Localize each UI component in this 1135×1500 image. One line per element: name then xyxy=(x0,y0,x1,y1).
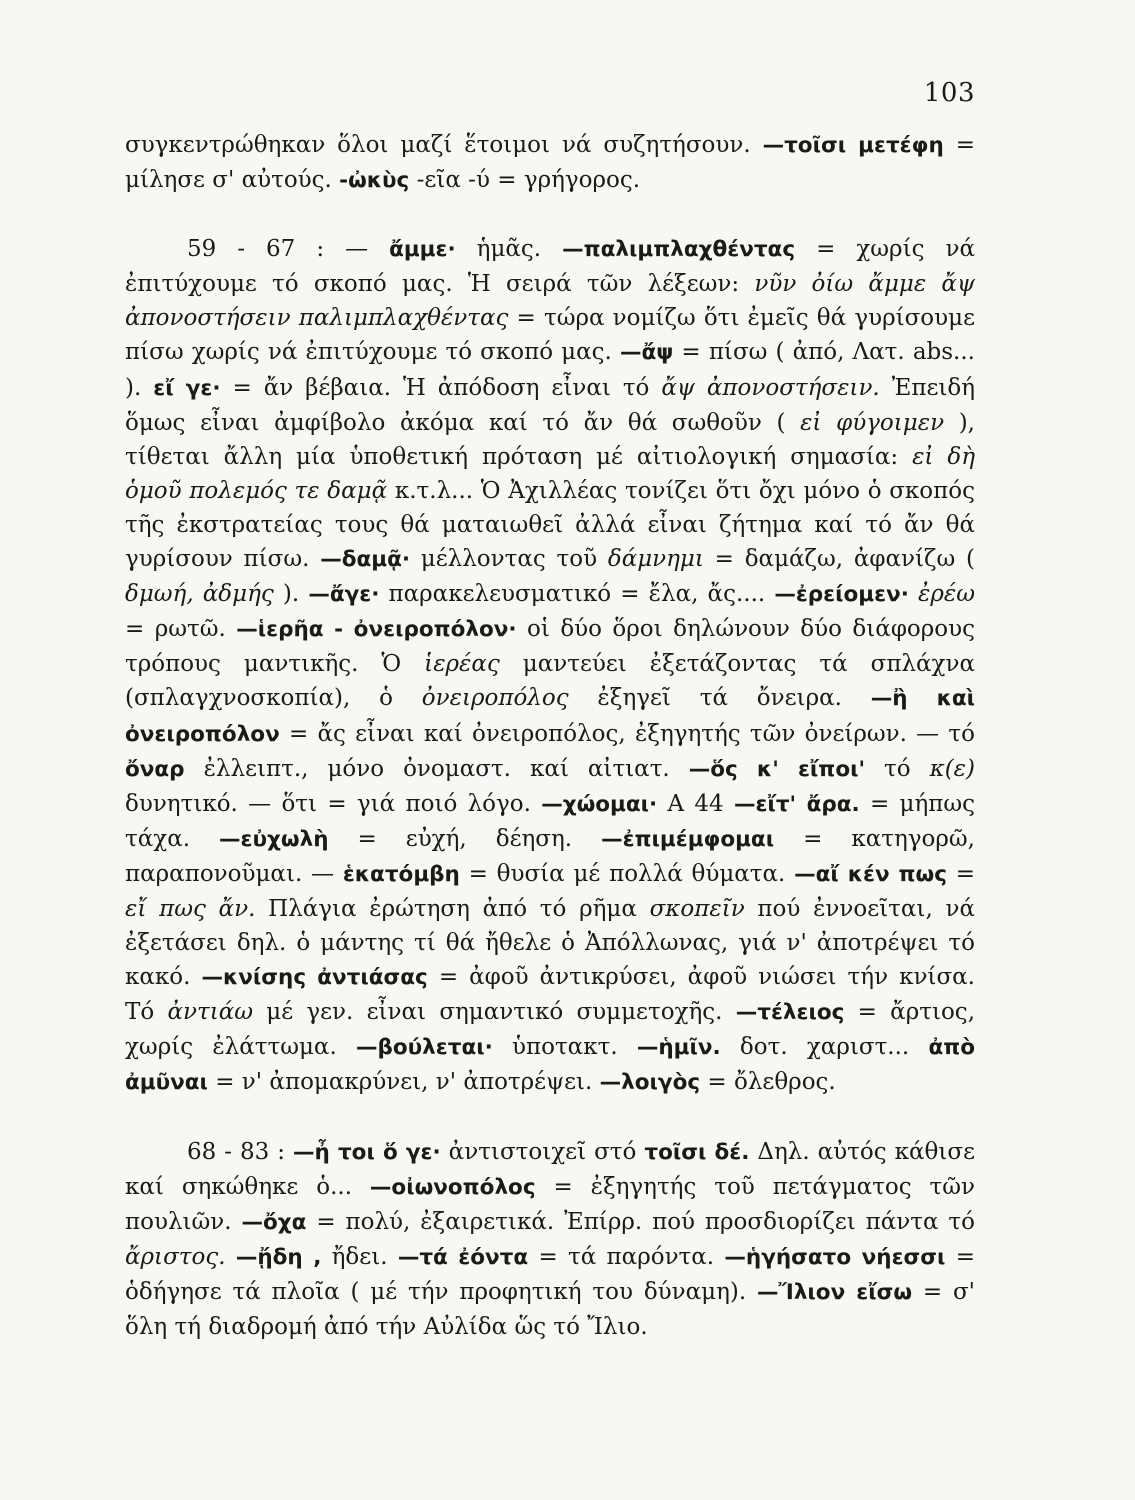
lemma: —ὄχα xyxy=(241,1209,307,1235)
lemma: —παλιμπλαχθέντας xyxy=(562,237,796,263)
italic-term: εἴ πως ἄν. xyxy=(125,895,256,922)
text-run xyxy=(226,1244,236,1270)
text-run: δοτ. χαριστ... xyxy=(720,1034,929,1061)
text-run: = τώρα νομίζω ὅτι ἐμεῖς θά γυρίσουμε πίσω χωρίς νά ἐπιτύχουμε τό σκοπό μας. xyxy=(125,305,975,366)
lemma: —εὐχωλὴ xyxy=(219,826,329,852)
text-run: Δηλ. αὐτός κάθισε καί σηκώθηκε ὁ... xyxy=(125,1138,975,1200)
lemma: ἄμμε· xyxy=(389,237,456,263)
text-run: = πολύ, ἐξαιρετικά. Ἐπίρρ. πού προσδιορίζει πάντα τό xyxy=(306,1208,975,1235)
text-run: ἤδει. xyxy=(321,1243,398,1270)
italic-term: ἐρέω xyxy=(918,581,976,608)
lemma: —χώομαι· xyxy=(541,791,658,817)
lemma: —ἱερῆα - ὀνειροπόλον· xyxy=(236,617,517,643)
text-run: ἐλλειπτ., μόνο ὀνομαστ. καί αἰτιατ. xyxy=(184,755,689,782)
text-run: μέλλοντας τοῦ xyxy=(410,546,608,573)
text-run: = ὁδήγησε τά πλοῖα ( μέ τήν προφητική του δύναμη). xyxy=(125,1243,975,1305)
italic-term: σκοπεῖν xyxy=(649,895,745,922)
lemma: —ἦ τοι ὅ γε· xyxy=(293,1139,441,1165)
lemma: —ᾔδη , xyxy=(235,1244,322,1270)
italic-term: ἀντιάω xyxy=(167,999,253,1026)
lemma: —ἢ καὶ ὀνειροπόλον xyxy=(125,686,975,747)
italic-term: δμωή, ἀδμής xyxy=(125,581,274,608)
text-run: μέ γεν. εἶναι σημαντικό συμμετοχῆς. xyxy=(253,999,736,1026)
lemma: —οἰωνοπόλος xyxy=(369,1174,536,1200)
text-run: = ἄς εἶναι καί ὀνειροπόλος, ἐξηγητής τῶν ὀνείρων. — τό xyxy=(279,720,975,747)
text-run: 68 - 83 : xyxy=(187,1138,293,1165)
italic-term: ἱερέας xyxy=(424,651,500,678)
commentary-text xyxy=(125,128,975,1344)
page-number: 103 xyxy=(923,78,975,108)
lemma: —ἄψ xyxy=(619,340,674,366)
text-run: = ἀφοῦ ἀντικρύσει, ἀφοῦ νιώσει τήν κνίσα. Τό xyxy=(125,964,975,1026)
text-run: = δαμάζω, ἀφανίζω ( xyxy=(703,546,975,573)
text-run: ). xyxy=(273,581,309,608)
lemma: —εἴτ' ἄρα. xyxy=(733,791,860,817)
lemma: τοῖσι δέ. xyxy=(644,1139,750,1165)
text-run: 59 - 67 : — xyxy=(187,236,390,263)
lemma: —Ἴλιον εἴσω xyxy=(757,1279,913,1305)
text-run: = ὄλεθρος. xyxy=(700,1069,836,1096)
text-run: ἐξηγεῖ τά ὄνειρα. xyxy=(568,685,871,712)
text-run: τό xyxy=(865,755,930,782)
lemma: —τά ἐόντα xyxy=(397,1244,529,1270)
lemma: —αἴ κέν πως xyxy=(794,861,947,887)
paragraph-68-83 xyxy=(125,1135,975,1345)
text-run: = πίσω ( ἀπό, Λατ. abs... ). xyxy=(125,339,975,401)
text-run: ἀντιστοιχεῖ στό xyxy=(440,1138,645,1165)
paragraph-intro xyxy=(125,128,975,198)
text-run: -εῖα -ύ = γρήγορος. xyxy=(409,167,641,194)
text-run: συγκεντρώθηκαν ὅλοι μαζί ἕτοιμοι νά συζητήσουν. xyxy=(125,132,763,158)
text-run: = μίλησε σ' αὐτούς. xyxy=(125,132,975,194)
lemma: —ἡμῖν. xyxy=(636,1035,721,1061)
text-run: = μήπως τάχα. xyxy=(125,790,976,852)
lemma: —ὅς κ' εἴποι' xyxy=(688,756,866,782)
text-run: οἱ δύο ὅροι δηλώνουν δύο διάφορους τρόπους μαντικῆς. Ὁ xyxy=(125,616,975,678)
text-run: μαντεύει ἐξετάζοντας τά σπλάχνα (σπλαγχνοσκοπία), ὁ xyxy=(125,651,975,712)
lemma: —δαμᾷ· xyxy=(320,547,411,573)
lemma: —ἡγήσατο νήεσσι xyxy=(724,1244,946,1270)
text-run xyxy=(909,581,918,607)
text-run: κ.τ.λ... Ὁ Ἀχιλλέας τονίζει ὅτι ὄχι μόνο ὁ σκοπός τῆς ἐκστρατείας τους θά ματαιωθεῖ ἀλλά εἶναι ζήτημα καί τό ἄν θά γυρίσουν πίσω. xyxy=(125,477,975,573)
text-run: = ἄρτιος, χωρίς ἐλάττωμα. xyxy=(125,999,975,1061)
text-run: = σ' ὅλη τή διαδρομή ἀπό τήν Αὐλίδα ὥς τό Ἴλιο. xyxy=(125,1278,975,1340)
text-run: = xyxy=(946,860,975,887)
lemma: —λοιγὸς xyxy=(599,1070,701,1096)
text-run: ἡμᾶς. xyxy=(455,236,563,263)
text-run: = κατηγορῶ, παραπονοῦμαι. — xyxy=(125,825,975,887)
lemma: ὄναρ xyxy=(125,756,185,782)
lemma: —ἐρείομεν· xyxy=(774,582,909,608)
lemma: -ὠκὺς xyxy=(339,168,410,194)
text-run: ὑποτακτ. xyxy=(492,1034,637,1061)
text-run: = ρωτῶ. xyxy=(125,616,237,643)
italic-term: νῦν ὀίω ἄμμε ἄψ ἀπονοστήσειν παλιμπλαχθέντας xyxy=(125,271,975,332)
italic-term: κ(ε) xyxy=(929,755,975,782)
text-run: ), τίθεται ἄλλη μία ὑποθετική πρόταση μέ αἰτιολογική σημασία: xyxy=(125,409,975,470)
text-run: = τά παρόντα. xyxy=(528,1243,725,1270)
text-run: Α 44 xyxy=(657,790,734,817)
text-run: Πλάγια ἐρώτηση ἀπό τό ρῆμα xyxy=(255,895,650,922)
text-run: παρακελευσματικό = ἔλα, ἄς.... xyxy=(379,581,775,608)
lemma: —κνίσης ἀντιάσας xyxy=(201,965,428,991)
lemma: —ἐπιμέμφομαι xyxy=(601,826,775,852)
text-run: = ἐξηγητής τοῦ πετάγματος τῶν πουλιῶν. xyxy=(125,1173,975,1235)
italic-term: εἰ δὴ ὁμοῦ πολεμός τε δαμᾷ xyxy=(125,443,975,504)
lemma: —τοῖσι μετέφη xyxy=(762,133,944,158)
italic-term: ἄψ ἀπονοστήσειν. xyxy=(661,374,880,401)
lemma: —τέλειος xyxy=(735,1000,845,1026)
italic-term: ὀνειροπόλος xyxy=(421,685,569,712)
lemma: —ἄγε· xyxy=(308,582,380,608)
lemma: ἀπὸ ἀμῦναι xyxy=(125,1035,976,1096)
text-run: Ἐπειδή ὅμως εἶναι ἀμφίβολο ἀκόμα καί τό ἄν θά σωθοῦν ( xyxy=(125,374,975,436)
text-run: = θυσία μέ πολλά θύματα. xyxy=(459,860,795,887)
italic-term: δάμνημι xyxy=(607,546,704,573)
text-run: = ν' ἀπομακρύνει, ν' ἀποτρέψει. xyxy=(207,1069,600,1096)
text-run: πού ἐννοεῖται, νά ἐξετάσει δηλ. ὁ μάντης τί θά ἤθελε ὁ Ἀπόλλωνας, γιά ν' ἀποτρέψει τό κακό. xyxy=(125,895,975,991)
text-run: δυνητικό. — ὅτι = γιά ποιό λόγο. xyxy=(125,790,542,817)
lemma: εἴ γε· xyxy=(153,375,221,401)
text-run: = εὐχή, δέηση. xyxy=(328,825,602,852)
italic-term: εἰ φύγοιμεν xyxy=(800,409,945,436)
text-run: = χωρίς νά ἐπιτύχουμε τό σκοπό μας. Ἡ σειρά τῶν λέξεων: xyxy=(125,236,975,298)
text-run: = ἄν βέβαια. Ἡ ἀπόδοση εἶναι τό xyxy=(220,374,662,401)
lemma: ἑκατόμβη xyxy=(342,861,460,887)
italic-term: ἄριστος. xyxy=(125,1243,226,1270)
paragraph-59-67 xyxy=(125,232,975,1100)
lemma: —βούλεται· xyxy=(356,1035,493,1061)
